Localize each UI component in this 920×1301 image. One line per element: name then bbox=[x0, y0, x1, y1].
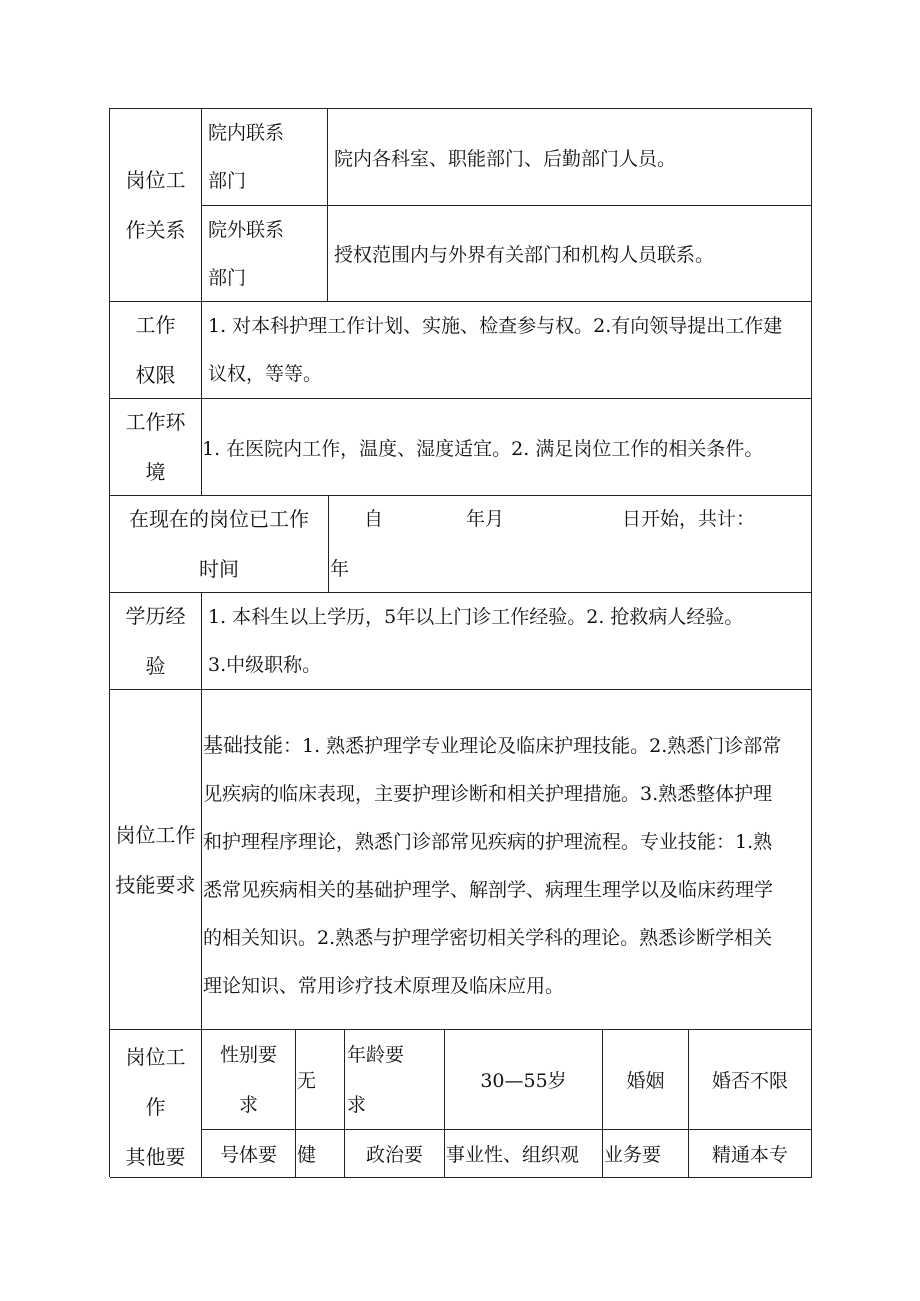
education-value-line2: 3.中级职称。 bbox=[208, 654, 322, 676]
internal-contact-label-line2: 部门 bbox=[208, 170, 247, 192]
other-label-line2: 作 bbox=[145, 1095, 166, 1119]
politics-value bbox=[445, 1130, 603, 1178]
health-label-text: 号体要 bbox=[219, 1144, 277, 1166]
skills-value-line5: 的相关知识。2.熟悉与护理学密切相关学科的理论。熟悉诊断学相关 bbox=[203, 927, 773, 949]
business-value-text: 精通本专 bbox=[711, 1144, 788, 1166]
internal-contact-value-text: 院内各科室、职能部门、后勤部门人员。 bbox=[334, 147, 677, 170]
other-label bbox=[110, 1030, 202, 1178]
gender-label-line2: 求 bbox=[238, 1094, 258, 1116]
gender-label-line1: 性别要 bbox=[219, 1044, 277, 1066]
external-contact-label-line1: 院外联系 bbox=[208, 219, 285, 241]
skills-value-line2: 见疾病的临床表现，主要护理诊断和相关护理措施。3.熟悉整体护理 bbox=[203, 783, 773, 805]
other-label-line3: 其他要 bbox=[125, 1145, 186, 1169]
gender-value bbox=[296, 1030, 345, 1130]
authority-value-line1: 1. 对本科护理工作计划、实施、检查参与权。2.有向领导提出工作建 bbox=[208, 315, 783, 337]
gender-value-text: 无 bbox=[297, 1070, 317, 1092]
internal-contact-value bbox=[328, 109, 812, 206]
education-label bbox=[110, 593, 202, 690]
job-description-table bbox=[109, 108, 812, 1177]
gender-label bbox=[202, 1030, 296, 1130]
skills-label-line2: 技能要求 bbox=[115, 872, 196, 897]
education-label-line2: 验 bbox=[145, 654, 166, 678]
external-contact-value-text: 授权范围内与外界有关部门和机构人员联系。 bbox=[334, 244, 715, 266]
internal-contact-label-line1: 院内联系 bbox=[208, 122, 285, 144]
environment-value-text: 1. 在医院内工作，温度、湿度适宜。2. 满足岗位工作的相关条件。 bbox=[202, 437, 764, 460]
health-value-text: 健 bbox=[297, 1144, 317, 1166]
politics-value-text: 事业性、组织观 bbox=[446, 1144, 580, 1166]
education-value bbox=[202, 593, 812, 690]
education-value-line1: 1. 本科生以上学历，5年以上门诊工作经验。2. 抢救病人经验。 bbox=[208, 606, 744, 628]
environment-label-line2: 境 bbox=[145, 460, 166, 484]
skills-label-line1: 岗位工作 bbox=[115, 822, 196, 847]
business-value bbox=[689, 1130, 812, 1178]
tenure-day-start-total: 日开始，共计： bbox=[622, 508, 756, 530]
skills-value-line3: 和护理程序理论，熟悉门诊部常见疾病的护理流程。专业技能：1.熟 bbox=[203, 831, 773, 853]
skills-value bbox=[202, 690, 812, 1030]
environment-label-line1: 工作环 bbox=[125, 410, 186, 434]
politics-label bbox=[345, 1130, 445, 1178]
authority-label bbox=[110, 302, 202, 399]
tenure-year-month: 年月 bbox=[466, 508, 505, 530]
external-contact-label-line2: 部门 bbox=[208, 267, 247, 289]
authority-label-line1: 工作 bbox=[135, 313, 176, 337]
relations-label bbox=[110, 109, 202, 302]
age-label-line2: 求 bbox=[347, 1094, 367, 1116]
tenure-from: 自 bbox=[364, 508, 384, 530]
business-label-text: 业务要 bbox=[604, 1144, 662, 1166]
marriage-value-text: 婚否不限 bbox=[711, 1070, 788, 1092]
authority-value-line2: 议权，等等。 bbox=[208, 363, 323, 385]
education-label-line1: 学历经 bbox=[125, 604, 186, 628]
health-label bbox=[202, 1130, 296, 1178]
tenure-value bbox=[329, 496, 812, 593]
politics-label-text: 政治要 bbox=[365, 1144, 423, 1166]
authority-label-line2: 权限 bbox=[135, 363, 176, 387]
environment-label bbox=[110, 399, 202, 496]
age-value-text: 30—55岁 bbox=[480, 1070, 567, 1092]
skills-label bbox=[110, 690, 202, 1030]
business-label bbox=[603, 1130, 689, 1178]
age-value bbox=[445, 1030, 603, 1130]
authority-value bbox=[202, 302, 812, 399]
marriage-label bbox=[603, 1030, 689, 1130]
age-label-line1: 年龄要 bbox=[347, 1044, 405, 1066]
external-contact-label bbox=[202, 206, 328, 302]
other-label-line1: 岗位工 bbox=[125, 1045, 186, 1069]
age-label bbox=[345, 1030, 445, 1130]
skills-value-line1: ：1. 熟悉护理学专业理论及临床护理技能。2.熟悉门诊部常 bbox=[283, 735, 782, 757]
tenure-label-line2: 时间 bbox=[199, 557, 239, 581]
tenure-year: 年 bbox=[330, 558, 350, 580]
skills-heading: 基础技能 bbox=[203, 733, 283, 757]
skills-value-line4: 悉常见疾病相关的基础护理学、解剖学、病理生理学以及临床药理学 bbox=[203, 879, 774, 901]
marriage-value bbox=[689, 1030, 812, 1130]
external-contact-value bbox=[328, 206, 812, 302]
health-value bbox=[296, 1130, 345, 1178]
environment-value bbox=[202, 399, 812, 496]
relations-label-line1: 岗位工 bbox=[125, 168, 186, 192]
skills-value-line6: 理论知识、常用诊疗技术原理及临床应用。 bbox=[203, 975, 565, 997]
tenure-label-line1: 在现在的岗位已工作 bbox=[129, 507, 309, 531]
internal-contact-label bbox=[202, 109, 328, 206]
tenure-label bbox=[110, 496, 329, 593]
marriage-label-text: 婚姻 bbox=[626, 1070, 665, 1092]
relations-label-line2: 作关系 bbox=[125, 218, 186, 242]
